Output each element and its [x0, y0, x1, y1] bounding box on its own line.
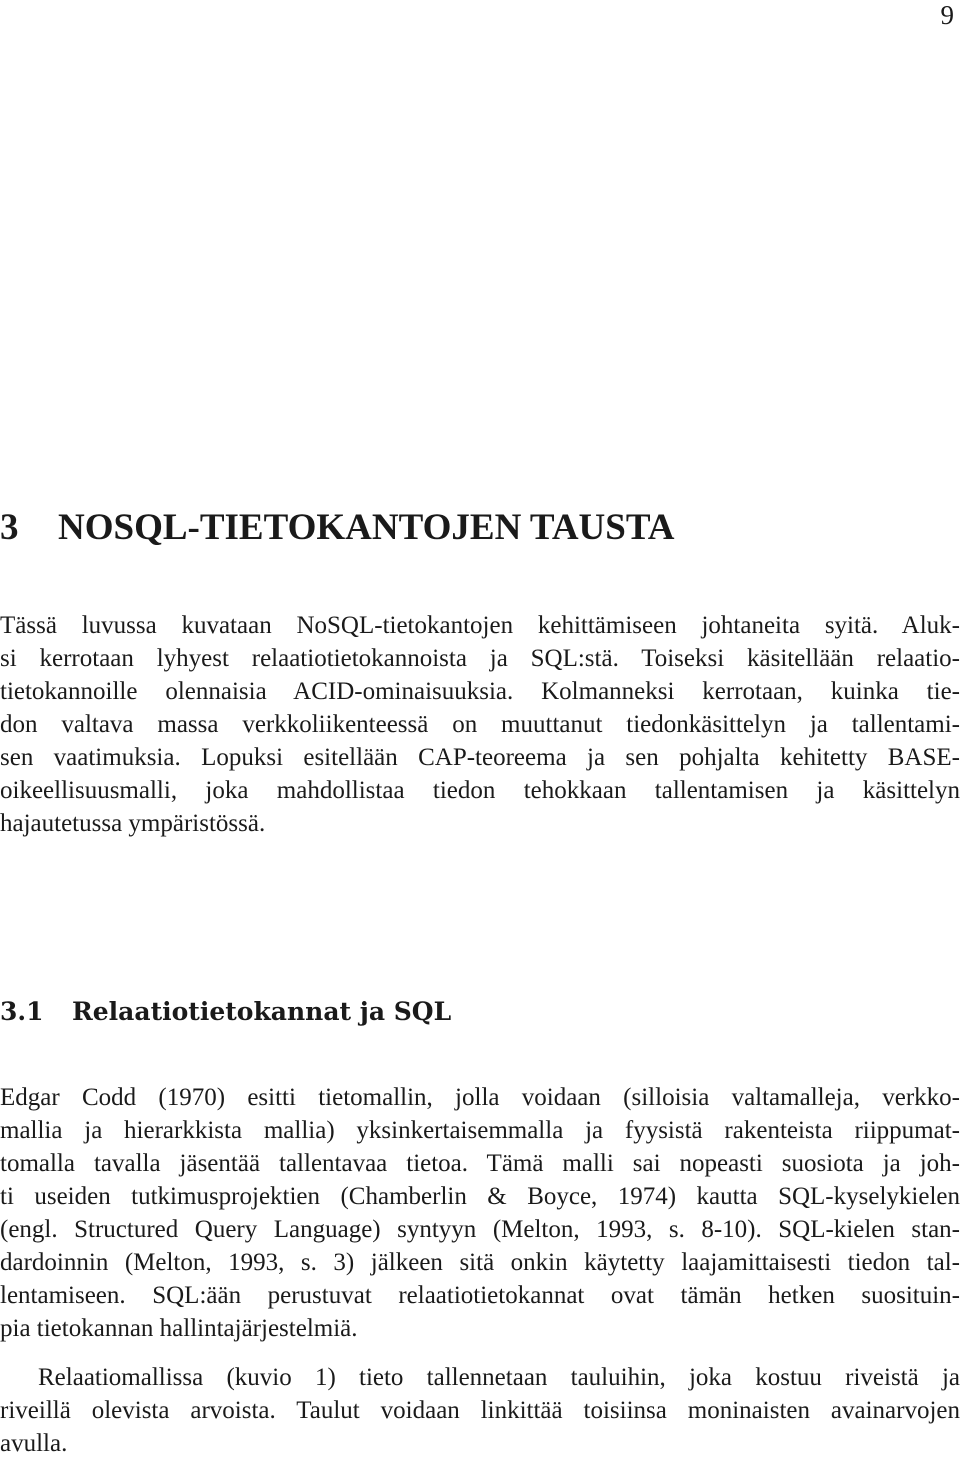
- text-line: lentamiseen. SQL:ään perustuvat relaatiotietokannat ovat tämän hetken suosituin-: [0, 1282, 960, 1309]
- text-line: tietokannoille olennaisia ACID-ominaisuuksia. Kolmanneksi kerrotaan, kuinka tie-: [0, 678, 960, 705]
- text-line: sen vaatimuksia. Lopuksi esitellään CAP-teoreema ja sen pohjalta kehitetty BASE-: [0, 744, 960, 771]
- text-line: don valtava massa verkkoliikenteessä on muuttanut tiedonkäsittelyn ja tallentami-: [0, 711, 960, 738]
- text-line: si kerrotaan lyhyest relaatiotietokannoista ja SQL:stä. Toiseksi käsitellään relaatio-: [0, 645, 960, 672]
- section-title: Relaatiotietokannat ja SQL: [72, 997, 452, 1026]
- text-line: pia tietokannan hallintajärjestelmiä.: [0, 1315, 358, 1342]
- text-line: avulla.: [0, 1430, 68, 1457]
- page-number: 9: [940, 0, 954, 30]
- text-line: dardoinnin (Melton, 1993, s. 3) jälkeen sitä onkin käytetty laajamittaisesti tiedon tal-: [0, 1249, 960, 1276]
- text-line: riveillä olevista arvoista. Taulut voidaan linkittää toisiinsa moninaisten avainarvojen: [0, 1397, 960, 1424]
- text-line: ti useiden tutkimusprojektien (Chamberlin & Boyce, 1974) kautta SQL-kyselykielen: [0, 1183, 960, 1210]
- text-line: tomalla tavalla jäsentää tallentavaa tietoa. Tämä malli sai nopeasti suosiota ja joh-: [0, 1150, 960, 1177]
- text-line: Edgar Codd (1970) esitti tietomallin, jolla voidaan (silloisia valtamalleja, verkko-: [0, 1084, 960, 1111]
- text-line: (engl. Structured Query Language) syntyyn (Melton, 1993, s. 8-10). SQL-kielen stan-: [0, 1216, 960, 1243]
- section-heading: [0, 990, 451, 1034]
- chapter-number: 3: [0, 507, 19, 548]
- chapter-heading: [0, 503, 675, 553]
- body-paragraph-2: [0, 1361, 960, 1460]
- text-line: hajautetussa ympäristössä.: [0, 810, 266, 837]
- chapter-title: NOSQL-TIETOKANTOJEN TAUSTA: [58, 507, 675, 548]
- intro-paragraph: [0, 609, 960, 840]
- text-line: oikeellisuusmalli, joka mahdollistaa tiedon tehokkaan tallentamisen ja käsittelyn: [0, 777, 960, 804]
- body-paragraph-1: [0, 1081, 960, 1345]
- text-line: Tässä luvussa kuvataan NoSQL-tietokantojen kehittämiseen johtaneita syitä. Aluk-: [0, 612, 960, 639]
- text-line: mallia ja hierarkkista mallia) yksinkertaisemmalla ja fyysistä rakenteista riippumat-: [0, 1117, 960, 1144]
- text-line: Relaatiomallissa (kuvio 1) tieto tallennetaan tauluihin, joka kostuu riveistä ja: [38, 1364, 960, 1391]
- section-number: 3.1: [0, 997, 44, 1026]
